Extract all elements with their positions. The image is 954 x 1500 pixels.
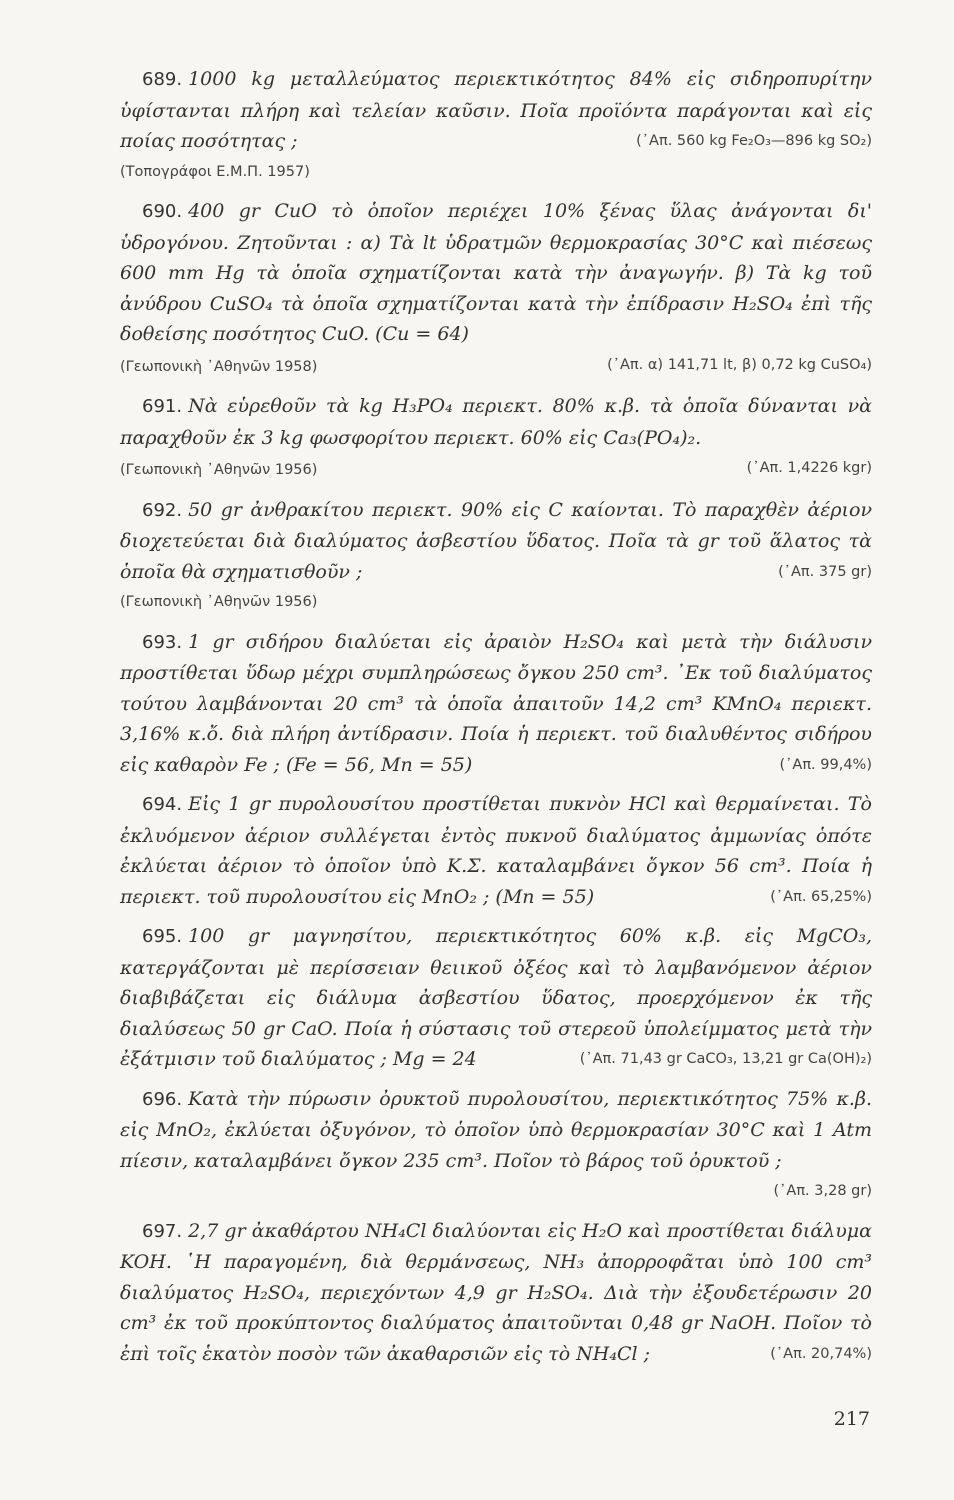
problem-answer: (᾿Απ. 375 gr): [778, 563, 872, 580]
problem-690: [120, 196, 872, 382]
problem-692: [120, 495, 872, 618]
problem-list: [120, 64, 872, 1378]
problem-answer: (᾿Απ. 560 kg Fe₂O₃—896 kg SO₂): [636, 133, 872, 149]
problem-text: 1 gr σιδήρου διαλύεται εἰς ἀραιὸν H₂SO₄ καὶ μετὰ τὴν διάλυσιν προστίθεται ὕδωρ μέχρι συμπληρώσεως ὄγκου 250 cm³. ᾿Εκ τοῦ διαλύματος τούτου λαμβάνονται 20 cm³ τὰ ὁποῖα ἀπαιτοῦν 14,2 cm³ KMnO₄ περιεκτ. 3,16% κ.ὄ. διὰ πλήρη ἀντίδρασιν. Ποία ἡ περιεκτ. τοῦ διαλυθέντος σιδήρου εἰς καθαρὸν Fe ; (Fe = 56, Mn = 55): [120, 630, 872, 776]
problem-696: [120, 1084, 872, 1207]
problem-answer: (᾿Απ. 71,43 gr CaCO₃, 13,21 gr Ca(OH)₂): [579, 1051, 872, 1067]
problem-693: [120, 627, 872, 781]
problem-number: 693.: [142, 631, 183, 653]
problem-number: 692.: [142, 499, 183, 521]
problem-number: 691.: [142, 396, 183, 417]
problem-text: 100 gr μαγνησίτου, περιεκτικότητος 60% κ.β. εἰς MgCO₃, κατεργάζονται μὲ περίσσειαν θειικοῦ ὀξέος καὶ τὸ λαμβανόμενον ἀέριον διαβιβάζεται εἰς διάλυμα ἀσβεστίου ὕδατος, προερχόμενον ἐκ τῆς διαλύσεως 50 gr CaO. Ποία ἡ σύστασις τοῦ στερεοῦ ὑπολείμματος μετὰ τὴν ἐξάτμισιν τοῦ διαλύματος ; Mg = 24: [120, 925, 872, 1070]
problem-answer: (᾿Απ. α) 141,71 lt, β) 0,72 kg CuSO₄): [607, 356, 872, 373]
problem-697: [120, 1216, 872, 1370]
page-number: 217: [833, 1408, 870, 1430]
problem-answer: (᾿Απ. 20,74%): [770, 1345, 872, 1362]
problem-source: (Γεωπονικὴ ᾿Αθηνῶν 1956): [120, 594, 318, 610]
problem-source: (Τοπογράφοι Ε.Μ.Π. 1957): [120, 163, 310, 180]
problem-number: 689.: [142, 69, 183, 90]
problem-number: 694.: [142, 794, 183, 815]
problem-number: 696.: [142, 1088, 183, 1110]
problem-text: Κατὰ τὴν πύρωσιν ὀρυκτοῦ πυρολουσίτου, περιεκτικότητος 75% κ.β. εἰς MnO₂, ἐκλύεται ὀξυγόνον, τὸ ὁποῖον ὑπὸ θερμοκρασίαν 30°C καὶ 1 Atm πίεσιν, καταλαμβάνει ὄγκον 235 cm³. Ποῖον τὸ βάρος τοῦ ὀρυκτοῦ ;: [120, 1087, 872, 1172]
problem-number: 697.: [142, 1220, 183, 1242]
problem-text: 1000 kg μεταλλεύματος περιεκτικότητος 84% εἰς σιδηροπυρίτην ὑφίστανται πλήρη καὶ τελείαν καῦσιν. Ποῖα προϊόντα παράγονται καὶ εἰς ποίας ποσότητας ;: [120, 68, 872, 152]
problem-694: [120, 789, 872, 912]
problem-691: [120, 391, 872, 486]
problem-answer: (᾿Απ. 3,28 gr): [773, 1183, 872, 1199]
problem-number: 690.: [142, 201, 183, 222]
problem-answer: (᾿Απ. 1,4226 kgr): [746, 460, 872, 476]
problem-689: [120, 64, 872, 187]
problem-text: 50 gr ἀνθρακίτου περιεκτ. 90% εἰς C καίονται. Τὸ παραχθὲν ἀέριον διοχετεύεται διὰ διαλύματος ἀσβεστίου ὕδατος. Ποῖα τὰ gr τοῦ ἅλατος τὰ ὁποῖα θὰ σχηματισθοῦν ;: [120, 498, 872, 583]
problem-text: 400 gr CuO τὸ ὁποῖον περιέχει 10% ξένας ὕλας ἀνάγονται δι' ὑδρογόνου. Ζητοῦνται : α) Τὰ lt ὑδρατμῶν θερμοκρασίας 30°C καὶ πιέσεως 600 mm Hg τὰ ὁποῖα σχηματίζονται κατὰ τὴν ἀναγωγήν. β) Τὰ kg τοῦ ἀνύδρου CuSO₄ τὰ ὁποῖα σχηματίζονται κατὰ τὴν ἐπίδρασιν H₂SO₄ ἐπὶ τῆς δοθείσης ποσότητος CuO. (Cu = 64): [120, 200, 872, 345]
problem-text: Νὰ εὑρεθοῦν τὰ kg H₃PO₄ περιεκτ. 80% κ.β. τὰ ὁποῖα δύνανται νὰ παραχθοῦν ἐκ 3 kg φωσφορίτου περιεκτ. 60% εἰς Ca₃(PO₄)₂.: [120, 395, 872, 449]
problem-answer: (᾿Απ. 99,4%): [779, 756, 872, 773]
problem-number: 695.: [142, 926, 183, 947]
problem-695: [120, 921, 872, 1075]
problem-text: 2,7 gr ἀκαθάρτου NH₄Cl διαλύονται εἰς H₂O καὶ προστίθεται διάλυμα KOH. ῾Η παραγομένη, διὰ θερμάνσεως, NH₃ ἀπορροφᾶται ὑπὸ 100 cm³ διαλύματος H₂SO₄, περιεχόντων 4,9 gr H₂SO₄. Διὰ τὴν ἐξουδετέρωσιν 20 cm³ ἐκ τοῦ προκύπτοντος διαλύματος ἀπαιτοῦνται 0,48 gr NaOH. Ποῖον τὸ ἐπὶ τοῖς ἑκατὸν ποσὸν τῶν ἀκαθαρσιῶν εἰς τὸ NH₄Cl ;: [120, 1219, 872, 1365]
problem-source: (Γεωπονικὴ ᾿Αθηνῶν 1956): [120, 462, 318, 478]
problem-answer: (᾿Απ. 65,25%): [770, 888, 872, 905]
problem-source: (Γεωπονικὴ ᾿Αθηνῶν 1958): [120, 358, 318, 375]
problem-text: Εἰς 1 gr πυρολουσίτου προστίθεται πυκνὸν HCl καὶ θερμαίνεται. Τὸ ἐκλυόμενον ἀέριον συλλέγεται ἐντὸς πυκνοῦ διαλύματος ἀμμωνίας ὁπότε ἐκλύεται ἀέριον τὸ ὁποῖον ὑπὸ Κ.Σ. καταλαμβάνει ὄγκον 56 cm³. Ποία ἡ περιεκτ. τοῦ πυρολουσίτου εἰς MnO₂ ; (Mn = 55): [120, 793, 872, 908]
